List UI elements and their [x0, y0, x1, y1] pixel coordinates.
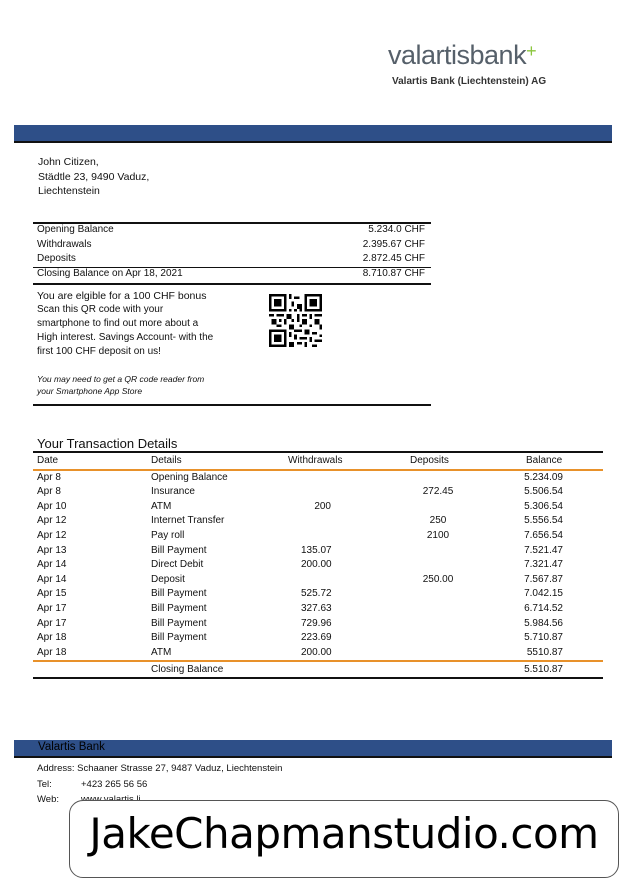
cell-withdrawal: 525.72 [301, 588, 332, 600]
closing-balance-row [33, 662, 603, 677]
summary-label: Opening Balance [37, 224, 114, 235]
cell-deposit: 250 [429, 515, 447, 527]
cell-balance: 5.710.87 [524, 632, 563, 644]
cell-deposit: 2100 [426, 529, 450, 541]
web-label: Web: [37, 794, 60, 805]
cell-balance: 7.567.87 [524, 573, 563, 585]
cell-withdrawal: 200.00 [301, 646, 332, 658]
cell-withdrawal: 327.63 [301, 602, 332, 614]
cell-date: Apr 13 [37, 544, 67, 556]
cell-date: Apr 18 [37, 632, 67, 644]
promo-note [37, 373, 237, 397]
tx-bottom-rule [33, 677, 603, 679]
cell-deposit: 250.00 [422, 573, 454, 585]
cell-balance: 5510.87 [526, 646, 563, 658]
summary-row-opening [33, 223, 431, 238]
summary-value: 2.395.67 CHF [362, 238, 425, 250]
cell-date: Apr 12 [37, 515, 67, 527]
cell-balance: 7.321.47 [524, 559, 563, 571]
tx-top-rule [33, 451, 603, 453]
cell-details: Internet Transfer [151, 515, 225, 527]
summary-value: 8.710.87 CHF [362, 267, 425, 279]
table-row [33, 471, 603, 486]
bonus-promo [37, 289, 237, 359]
transactions-body [33, 471, 603, 661]
cell-withdrawal: 200.00 [301, 559, 332, 571]
promo-line: Scan this QR code with your [37, 304, 164, 315]
cell-details: ATM [151, 646, 172, 658]
summary-closing-rule [33, 267, 431, 268]
table-header-row [33, 454, 603, 469]
transactions-table [33, 454, 603, 679]
bank-logo [388, 40, 536, 70]
cell-details: Bill Payment [151, 588, 207, 600]
tel-value: +423 265 56 56 [81, 779, 148, 790]
cell-withdrawal: 200 [314, 500, 331, 512]
closing-value: 5.510.87 [524, 664, 563, 676]
cell-details: Insurance [151, 486, 195, 498]
transactions-title: Your Transaction Details [37, 436, 178, 451]
promo-line: High interest. Savings Account- with the [37, 332, 214, 343]
cell-date: Apr 8 [37, 471, 61, 483]
account-summary [33, 223, 431, 281]
col-header-date: Date [37, 455, 59, 466]
cell-balance: 7.521.47 [524, 544, 563, 556]
cell-details: ATM [151, 500, 172, 512]
logo-plus-icon: + [526, 41, 537, 61]
watermark-text: JakeChapmanstudio.com [89, 809, 599, 858]
cell-details: Bill Payment [151, 602, 207, 614]
cell-details: Direct Debit [151, 559, 204, 571]
cell-balance: 5.984.56 [524, 617, 563, 629]
table-row [33, 514, 603, 529]
cell-withdrawal: 223.69 [301, 632, 332, 644]
cell-withdrawal: 729.96 [301, 617, 332, 629]
summary-label: Deposits [37, 253, 76, 264]
footer-tel [37, 779, 148, 790]
cell-date: Apr 18 [37, 646, 67, 658]
cell-deposit: 272.45 [422, 486, 454, 498]
table-row [33, 587, 603, 602]
cell-date: Apr 17 [37, 602, 67, 614]
promo-bottom-rule [33, 404, 431, 406]
promo-line: smartphone to find out more about a [37, 318, 199, 329]
qr-code-icon[interactable] [269, 294, 322, 347]
cell-date: Apr 14 [37, 573, 67, 585]
table-row [33, 573, 603, 588]
table-row [33, 617, 603, 632]
customer-name: John Citizen, [38, 156, 99, 168]
cell-balance: 6.714.52 [524, 602, 563, 614]
cell-date: Apr 15 [37, 588, 67, 600]
cell-details: Deposit [151, 573, 185, 585]
customer-street: Städtle 23, 9490 Vaduz, [38, 170, 150, 183]
cell-date: Apr 10 [37, 500, 67, 512]
promo-line: first 100 CHF deposit on us! [37, 346, 161, 357]
table-row [33, 544, 603, 559]
col-header-withdrawals: Withdrawals [288, 455, 343, 466]
footer-bar [14, 740, 612, 758]
customer-address [38, 155, 149, 199]
cell-withdrawal: 135.07 [301, 544, 332, 556]
cell-details: Opening Balance [151, 471, 228, 483]
cell-balance: 7.042.15 [524, 588, 563, 600]
promo-line: You are elgible for a 100 CHF bonus [37, 290, 207, 302]
summary-row-deposits [33, 252, 431, 267]
summary-label: Withdrawals [37, 238, 92, 250]
table-row [33, 558, 603, 573]
address-value: Schaaner Strasse 27, 9487 Vaduz, Liechtenstein [77, 763, 283, 774]
cell-balance: 7.656.54 [524, 529, 563, 541]
closing-label: Closing Balance [151, 664, 224, 676]
header-bar [14, 125, 612, 143]
cell-details: Bill Payment [151, 617, 207, 629]
promo-note-line: You may need to get a QR code reader from [37, 374, 205, 384]
cell-details: Bill Payment [151, 632, 207, 644]
cell-date: Apr 8 [37, 486, 61, 498]
col-header-deposits: Deposits [410, 455, 449, 466]
summary-label: Closing Balance on Apr 18, 2021 [37, 267, 183, 279]
summary-row-withdrawals [33, 238, 431, 253]
footer-bank-name: Valartis Bank [38, 741, 105, 753]
logo-wordmark: valartisbank [388, 40, 527, 70]
table-row [33, 500, 603, 515]
table-row [33, 602, 603, 617]
footer-web [37, 794, 59, 805]
cell-balance: 5.234.09 [524, 471, 563, 483]
col-header-balance: Balance [526, 455, 563, 466]
cell-balance: 5.556.54 [524, 515, 563, 527]
summary-bottom-rule [33, 283, 431, 285]
tel-label: Tel: [37, 779, 52, 790]
summary-value: 5.234.0 CHF [368, 224, 425, 235]
cell-date: Apr 14 [37, 559, 67, 571]
table-row [33, 631, 603, 646]
summary-value: 2.872.45 CHF [362, 253, 425, 264]
logo-subtitle: Valartis Bank (Liechtenstein) AG [392, 76, 547, 87]
watermark-banner [69, 800, 619, 878]
cell-details: Bill Payment [151, 544, 207, 556]
cell-balance: 5.306.54 [524, 500, 563, 512]
table-row [33, 646, 603, 661]
col-header-details: Details [151, 455, 182, 466]
footer-address [37, 763, 282, 774]
cell-balance: 5.506.54 [524, 486, 563, 498]
cell-date: Apr 12 [37, 529, 67, 541]
table-row [33, 529, 603, 544]
summary-row-closing [33, 267, 431, 282]
promo-note-line: your Smartphone App Store [37, 386, 143, 396]
table-row [33, 485, 603, 500]
cell-details: Pay roll [151, 529, 185, 541]
customer-country: Liechtenstein [38, 185, 100, 197]
address-label: Address: [37, 763, 75, 774]
cell-date: Apr 17 [37, 617, 67, 629]
